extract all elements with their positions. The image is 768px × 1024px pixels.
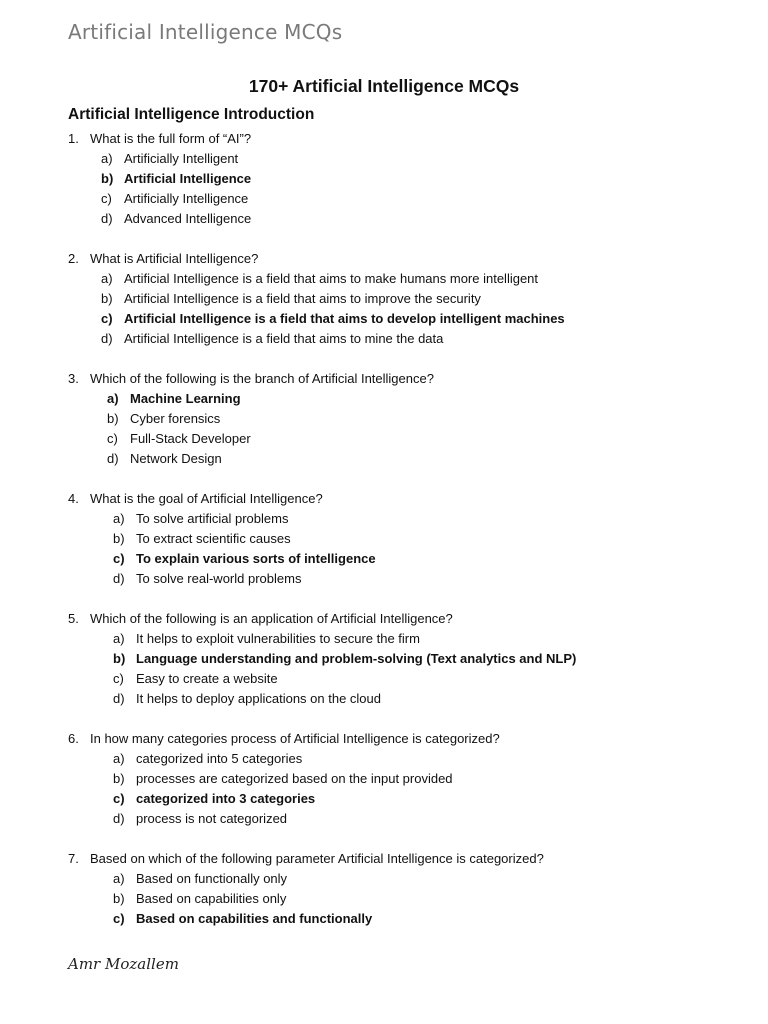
option-letter: b) (113, 531, 125, 546)
answer-option (68, 889, 748, 909)
option-text: Easy to create a website (136, 671, 278, 686)
option-text: Advanced Intelligence (124, 211, 252, 226)
option-text: categorized into 3 categories (136, 791, 316, 806)
question-text-line (68, 129, 748, 149)
question-number: 4. (68, 491, 79, 506)
question-text-line (68, 249, 748, 269)
question-item (68, 369, 748, 469)
option-text: It helps to deploy applications on the cloud (136, 691, 382, 706)
answer-option (68, 509, 748, 529)
option-text: Artificially Intelligent (124, 151, 239, 166)
answer-option (68, 629, 748, 649)
question-text-line (68, 729, 748, 749)
question-number: 7. (68, 851, 79, 866)
option-letter: c) (113, 791, 125, 806)
answer-option (68, 189, 748, 209)
question-text: Which of the following is an application of Artificial Intelligence? (90, 611, 453, 626)
question-number: 5. (68, 611, 79, 626)
option-letter: d) (101, 331, 113, 346)
question-text-line (68, 849, 748, 869)
option-letter: a) (107, 391, 119, 406)
option-letter: a) (113, 631, 125, 646)
option-letter: a) (101, 151, 113, 166)
answer-option (68, 869, 748, 889)
answer-option (68, 149, 748, 169)
answer-option (68, 409, 748, 429)
option-text: Artificial Intelligence (124, 171, 252, 186)
answer-option-correct (68, 909, 748, 929)
option-letter: c) (101, 191, 112, 206)
option-text: It helps to exploit vulnerabilities to secure the firm (136, 631, 420, 646)
option-text: Language understanding and problem-solving (Text analytics and NLP) (136, 651, 577, 666)
option-letter: d) (113, 691, 125, 706)
option-text: Artificial Intelligence is a field that aims to improve the security (124, 291, 481, 306)
answer-option-correct (68, 309, 748, 329)
answer-option-correct (68, 649, 748, 669)
option-letter: c) (113, 551, 125, 566)
document-title: 170+ Artificial Intelligence MCQs (248, 76, 520, 96)
question-number: 1. (68, 131, 79, 146)
answer-option-correct (68, 789, 748, 809)
answer-option (68, 749, 748, 769)
option-letter: c) (101, 311, 113, 326)
answer-option (68, 209, 748, 229)
question-text: In how many categories process of Artificial Intelligence is categorized? (90, 731, 500, 746)
question-number: 3. (68, 371, 79, 386)
option-text: Based on capabilities only (136, 891, 287, 906)
answer-option (68, 809, 748, 829)
option-text: Artificially Intelligence (124, 191, 249, 206)
question-text: Based on which of the following parameter Artificial Intelligence is categorized? (90, 851, 544, 866)
option-letter: c) (113, 911, 125, 926)
option-letter: a) (113, 871, 125, 886)
answer-option (68, 289, 748, 309)
question-text-line (68, 369, 748, 389)
option-letter: d) (107, 451, 119, 466)
answer-option (68, 689, 748, 709)
option-letter: c) (107, 431, 118, 446)
option-letter: b) (101, 171, 114, 186)
answer-option (68, 569, 748, 589)
option-letter: b) (113, 651, 126, 666)
question-item (68, 729, 748, 829)
option-letter: a) (113, 751, 125, 766)
question-list (68, 129, 748, 949)
question-text: Which of the following is the branch of Artificial Intelligence? (90, 371, 434, 386)
option-text: To explain various sorts of intelligence (136, 551, 376, 566)
question-item (68, 129, 748, 229)
option-text: Network Design (130, 451, 222, 466)
answer-option-correct (68, 169, 748, 189)
option-letter: b) (113, 771, 125, 786)
question-text: What is the full form of “AI”? (90, 131, 252, 146)
answer-option (68, 449, 748, 469)
option-text: Based on capabilities and functionally (136, 911, 373, 926)
question-item (68, 609, 748, 709)
answer-option (68, 429, 748, 449)
question-text-line (68, 489, 748, 509)
option-text: process is not categorized (136, 811, 288, 826)
question-text: What is the goal of Artificial Intelligence? (90, 491, 323, 506)
option-letter: b) (113, 891, 125, 906)
question-number: 6. (68, 731, 79, 746)
option-letter: a) (101, 271, 113, 286)
option-text: Based on functionally only (136, 871, 288, 886)
option-text: Artificial Intelligence is a field that aims to mine the data (124, 331, 444, 346)
option-letter: d) (113, 571, 125, 586)
option-text: processes are categorized based on the input provided (136, 771, 453, 786)
section-heading: Artificial Intelligence Introduction (68, 106, 315, 123)
option-text: Machine Learning (130, 391, 241, 406)
option-letter: b) (101, 291, 113, 306)
option-text: Artificial Intelligence is a field that aims to develop intelligent machines (124, 311, 565, 326)
answer-option (68, 529, 748, 549)
running-header-title: Artificial Intelligence MCQs (68, 20, 343, 44)
option-letter: d) (101, 211, 113, 226)
option-text: To solve artificial problems (136, 511, 289, 526)
question-number: 2. (68, 251, 79, 266)
answer-option (68, 769, 748, 789)
author-signature: Amr Mozallem (68, 955, 179, 973)
option-letter: d) (113, 811, 125, 826)
option-text: categorized into 5 categories (136, 751, 303, 766)
question-text-line (68, 609, 748, 629)
answer-option-correct (68, 389, 748, 409)
option-text: Cyber forensics (130, 411, 221, 426)
option-letter: c) (113, 671, 124, 686)
question-text: What is Artificial Intelligence? (90, 251, 259, 266)
option-letter: a) (113, 511, 125, 526)
option-text: Full-Stack Developer (130, 431, 251, 446)
question-item (68, 249, 748, 349)
question-item (68, 489, 748, 589)
answer-option (68, 269, 748, 289)
option-text: To extract scientific causes (136, 531, 291, 546)
answer-option-correct (68, 549, 748, 569)
answer-option (68, 669, 748, 689)
answer-option (68, 329, 748, 349)
option-letter: b) (107, 411, 119, 426)
question-item (68, 849, 748, 929)
option-text: Artificial Intelligence is a field that aims to make humans more intelligent (124, 271, 539, 286)
option-text: To solve real-world problems (136, 571, 302, 586)
